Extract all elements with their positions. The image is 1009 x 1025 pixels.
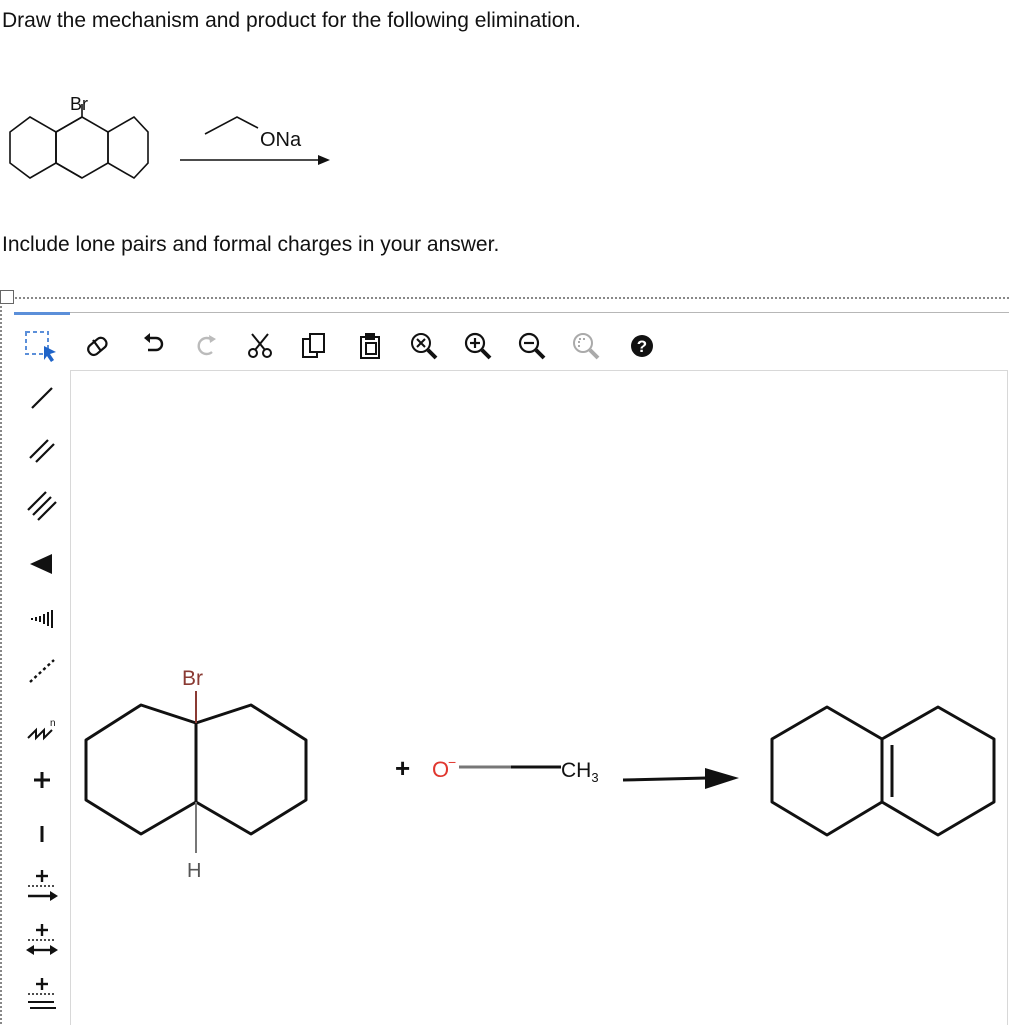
- oxygen-charge: −: [448, 754, 457, 770]
- reactant-structure: [10, 104, 148, 178]
- chain-tool-button[interactable]: [20, 704, 64, 748]
- reaction-arrowhead: [705, 768, 739, 789]
- reagent-structure: [205, 117, 258, 134]
- minus-charge-icon: [20, 812, 64, 856]
- cut-button[interactable]: [242, 328, 278, 364]
- editor-toolbar: [70, 322, 670, 370]
- chain-tool-icon: [20, 704, 64, 748]
- plus-sign: +: [395, 753, 411, 783]
- plus-charge-icon: [20, 758, 64, 802]
- editor-dotted-border-top: [0, 297, 1009, 299]
- help-button[interactable]: [624, 328, 660, 364]
- select-tool-icon: [20, 324, 64, 368]
- drawing-canvas[interactable]: [70, 370, 1008, 1025]
- product-octalin: [772, 707, 994, 835]
- hash-bond-icon: [20, 594, 64, 638]
- triple-bond-button[interactable]: [20, 482, 64, 526]
- editor-frame-accent: [14, 312, 70, 315]
- problem-br-label: Br: [70, 94, 88, 114]
- single-bond-button[interactable]: [20, 376, 64, 420]
- equilibrium-arrow-button[interactable]: [20, 974, 64, 1018]
- zoom-selection-icon: [568, 328, 604, 364]
- zoom-fit-button[interactable]: [406, 328, 442, 364]
- copy-icon: [296, 328, 332, 364]
- reaction-arrow-line: [623, 778, 707, 780]
- equilibrium-arrow-icon: [20, 974, 64, 1018]
- zoom-in-button[interactable]: [460, 328, 496, 364]
- canvas-drawing: [71, 371, 1007, 1025]
- zoom-selection-button[interactable]: [568, 328, 604, 364]
- select-tool-button[interactable]: [20, 324, 64, 368]
- double-bond-button[interactable]: [20, 428, 64, 472]
- problem-arrowhead: [318, 155, 330, 165]
- undo-button[interactable]: [134, 328, 170, 364]
- dashed-bond-button[interactable]: [20, 648, 64, 692]
- oxygen-label: O: [432, 757, 450, 782]
- single-bond-icon: [20, 376, 64, 420]
- editor-corner-handle[interactable]: [0, 290, 14, 304]
- minus-charge-button[interactable]: [20, 812, 64, 856]
- hash-bond-button[interactable]: [20, 594, 64, 638]
- dashed-bond-icon: [20, 648, 64, 692]
- svg-text:n: n: [50, 718, 56, 729]
- single-arrow-icon: [20, 866, 64, 910]
- copy-button[interactable]: [296, 328, 332, 364]
- redo-icon: [188, 328, 224, 364]
- methyl-label: $CH_3$: [561, 759, 599, 785]
- zoom-out-icon: [514, 328, 550, 364]
- redo-button[interactable]: [188, 328, 224, 364]
- reactant-br-label: Br: [182, 667, 203, 690]
- editor-dotted-border-left: [0, 290, 2, 1024]
- eraser-icon: [78, 328, 114, 364]
- double-bond-icon: [20, 428, 64, 472]
- zoom-out-button[interactable]: [514, 328, 550, 364]
- help-icon: [624, 328, 660, 364]
- paste-button[interactable]: [352, 328, 388, 364]
- wedge-bond-icon: [20, 538, 64, 582]
- plus-charge-button[interactable]: [20, 758, 64, 802]
- eraser-button[interactable]: [78, 328, 114, 364]
- problem-reaction: [0, 80, 360, 210]
- svg-text:?: ?: [636, 337, 648, 356]
- cut-icon: [242, 328, 278, 364]
- triple-bond-icon: [20, 482, 64, 526]
- single-arrow-button[interactable]: [20, 866, 64, 910]
- double-arrow-icon: [20, 920, 64, 964]
- instruction-text: Include lone pairs and formal charges in your answer.: [2, 233, 500, 256]
- problem-ona-label: ONa: [260, 129, 302, 151]
- double-arrow-button[interactable]: [20, 920, 64, 964]
- question-text: Draw the mechanism and product for the following elimination.: [2, 9, 581, 32]
- zoom-fit-icon: [406, 328, 442, 364]
- left-tool-palette: [14, 316, 70, 1024]
- paste-icon: [352, 328, 388, 364]
- undo-icon: [134, 328, 170, 364]
- zoom-in-icon: [460, 328, 496, 364]
- wedge-bond-button[interactable]: [20, 538, 64, 582]
- reactant-h-label: H: [187, 860, 202, 882]
